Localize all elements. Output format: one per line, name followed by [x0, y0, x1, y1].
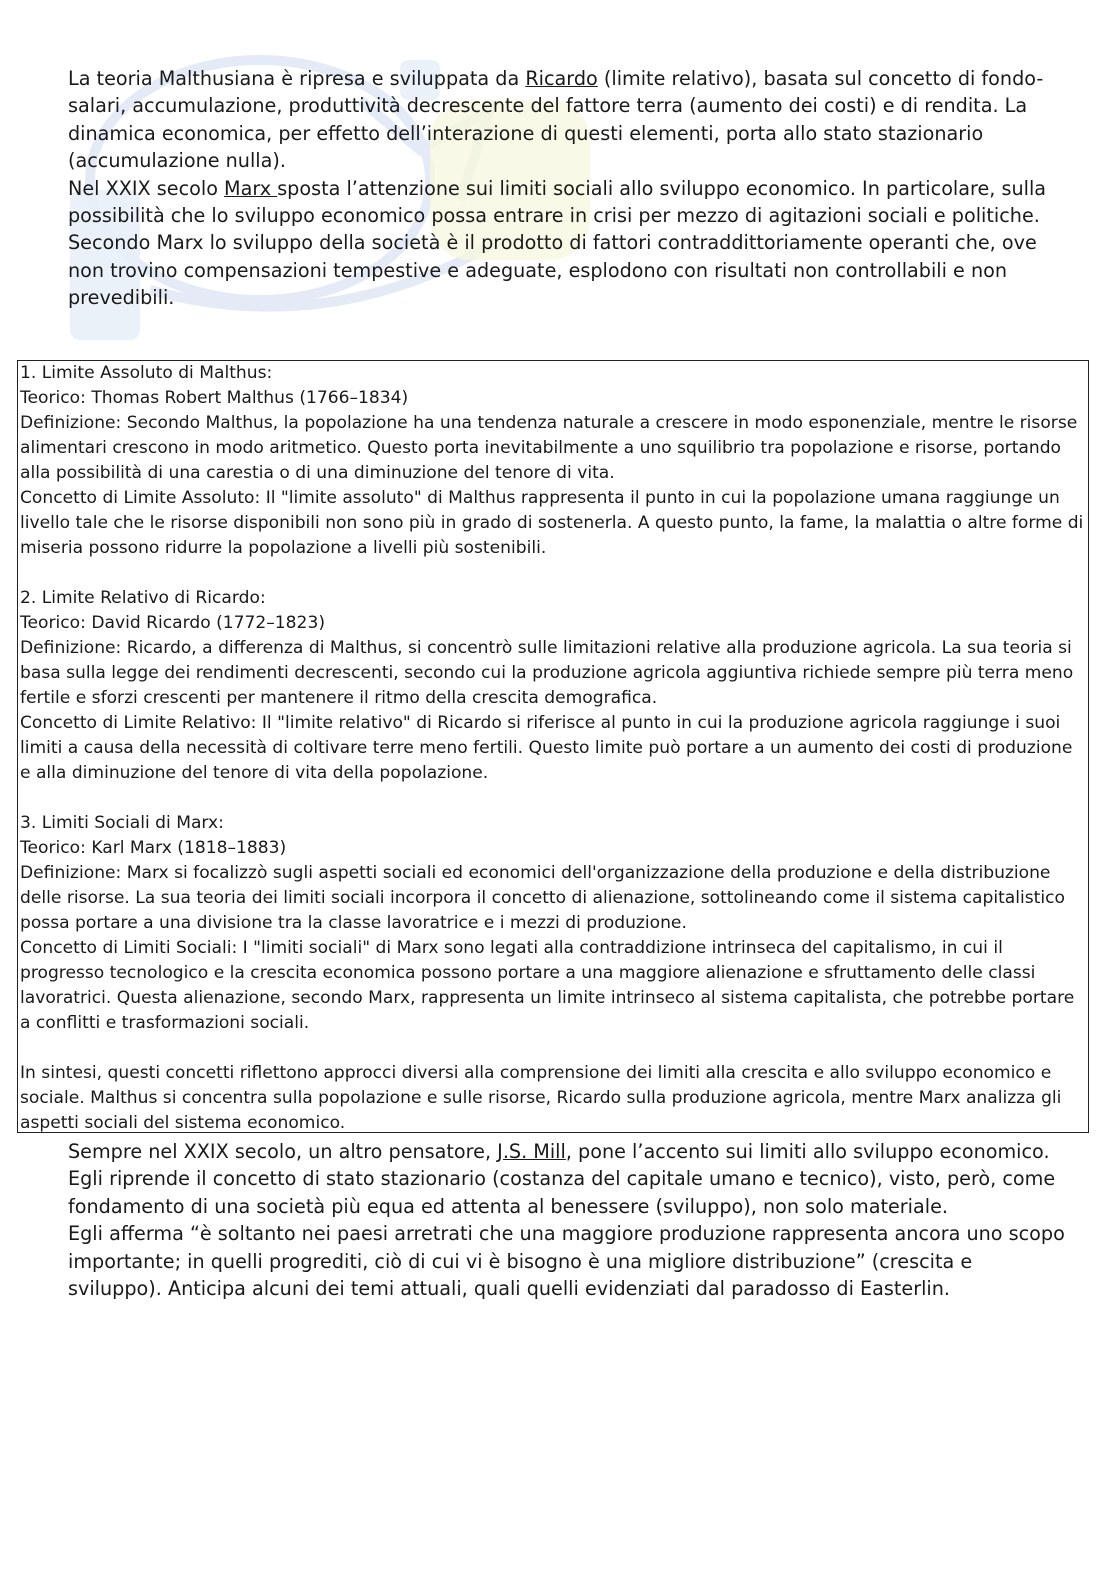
- paragraph-mill: [68, 1138, 1068, 1220]
- text-run: , pone l’accento sui limiti allo sviluppo economico. Egli riprende il concetto di stato stazionario (costanza del capitale umano e tecnico), visto, però, come fondamento di una società più equa ed attenta al benessere (sviluppo), non solo materiale.: [68, 1140, 1056, 1218]
- summary-box: [17, 360, 1089, 1133]
- text-run: (limite relativo), basata sul concetto di fondo-salari, accumulazione, produttività decrescente del fattore terra (aumento dei costi) e di rendita. La dinamica economica, per effetto dell’interazione di questi elementi, porta allo stato stazionario (accumulazione nulla).: [68, 67, 1044, 173]
- concept-marx: Concetto di Limiti Sociali: I "limiti sociali" di Marx sono legati alla contraddizione intrinseca del capitalismo, in cui il progresso tecnologico e la crescita economica possono portare a una maggiore alienazione e sfruttamento delle classi lavoratrici. Questa alienazione, secondo Marx, rappresenta un limite intrinseco al sistema capitalista, che potrebbe portare a conflitti e trasformazioni sociali.: [20, 938, 1080, 1033]
- intro-text: [68, 65, 1068, 312]
- definition-malthus: Definizione: Secondo Malthus, la popolazione ha una tendenza naturale a crescere in modo esponenziale, mentre le risorse alimentari crescono in modo aritmetico. Questo porta inevitabilmente a uno squilibrio tra popolazione e risorse, portando alla possibilità di una carestia o di una diminuzione del tenore di vita.: [20, 413, 1083, 483]
- section-heading-malthus: 1. Limite Assoluto di Malthus:: [20, 363, 273, 383]
- spacer: [20, 1036, 1088, 1061]
- concept-malthus: Concetto di Limite Assoluto: Il "limite assoluto" di Malthus rappresenta il punto in cui la popolazione umana raggiunge un livello tale che le risorse disponibili non sono più in grado di sostenerla. A questo punto, la fame, la malattia o altre forme di miseria possono ridurre la popolazione a livelli più sostenibili.: [20, 488, 1089, 558]
- link-ricardo[interactable]: Ricardo: [525, 67, 598, 90]
- section-heading-marx: 3. Limiti Sociali di Marx:: [20, 813, 224, 833]
- link-js-mill[interactable]: J.S. Mill: [497, 1140, 566, 1163]
- definition-ricardo: Definizione: Ricardo, a differenza di Malthus, si concentrò sulle limitazioni relative alla produzione agricola. La sua teoria si basa sulla legge dei rendimenti decrescenti, secondo cui la produzione agricola aggiuntiva richiede sempre più terra meno fertile e sforzi crescenti per mantenere il ritmo della crescita demografica.: [20, 638, 1079, 708]
- text-run: Sempre nel XXIX secolo, un altro pensatore,: [68, 1140, 498, 1163]
- paragraph-ricardo: [68, 65, 1068, 175]
- concept-ricardo: Concetto di Limite Relativo: Il "limite relativo" di Ricardo si riferisce al punto in cui la produzione agricola raggiunge i suoi limiti a causa della necessità di coltivare terre meno fertili. Questo limite può portare a un aumento dei costi di produzione e alla diminuzione del tenore di vita della popolazione.: [20, 713, 1078, 783]
- mill-text: [68, 1138, 1068, 1302]
- spacer: [20, 561, 1088, 586]
- paragraph-marx: [68, 175, 1068, 230]
- definition-marx: Definizione: Marx si focalizzò sugli aspetti sociali ed economici dell'organizzazione della produzione e della distribuzione delle risorse. La sua teoria dei limiti sociali incorpora il concetto di alienazione, sottolineando come il sistema capitalistico possa portare a una divisione tra la classe lavoratrice e i mezzi di produzione.: [20, 863, 1071, 933]
- text-run: La teoria Malthusiana è ripresa e sviluppata da: [68, 67, 526, 90]
- spacer: [20, 786, 1088, 811]
- text-run: Nel XXIX secolo: [68, 176, 225, 200]
- theorist-ricardo: Teorico: David Ricardo (1772–1823): [20, 613, 325, 633]
- theorist-marx: Teorico: Karl Marx (1818–1883): [20, 838, 287, 858]
- text-run: sposta l’attenzione sui limiti sociali allo sviluppo economico. In particolare, sulla possibilità che lo sviluppo economico possa entrare in crisi per mezzo di agitazioni sociali e politiche.: [68, 176, 1047, 228]
- link-marx[interactable]: Marx: [224, 176, 278, 200]
- section-heading-ricardo: 2. Limite Relativo di Ricardo:: [20, 588, 266, 608]
- paragraph-mill-quote: Egli afferma “è soltanto nei paesi arretrati che una maggiore produzione rappresenta ancora uno scopo importante; in quelli progrediti, ciò di cui vi è bisogno è una migliore distribuzione” (crescita e sviluppo). Anticipa alcuni dei temi attuali, quali quelli evidenziati dal paradosso di Easterlin.: [68, 1222, 1065, 1301]
- summary-text: In sintesi, questi concetti riflettono approcci diversi alla comprensione dei limiti alla crescita e allo sviluppo economico e sociale. Malthus si concentra sulla popolazione e sulle risorse, Ricardo sulla produzione agricola, mentre Marx analizza gli aspetti sociali del sistema economico.: [20, 1063, 1067, 1133]
- theorist-malthus: Teorico: Thomas Robert Malthus (1766–1834): [20, 388, 409, 408]
- paragraph-marx-development: Secondo Marx lo sviluppo della società è il prodotto di fattori contraddittoriamente operanti che, ove non trovino compensazioni tempestive e adeguate, esplodono con risultati non controllabili e non prevedibili.: [68, 231, 1037, 310]
